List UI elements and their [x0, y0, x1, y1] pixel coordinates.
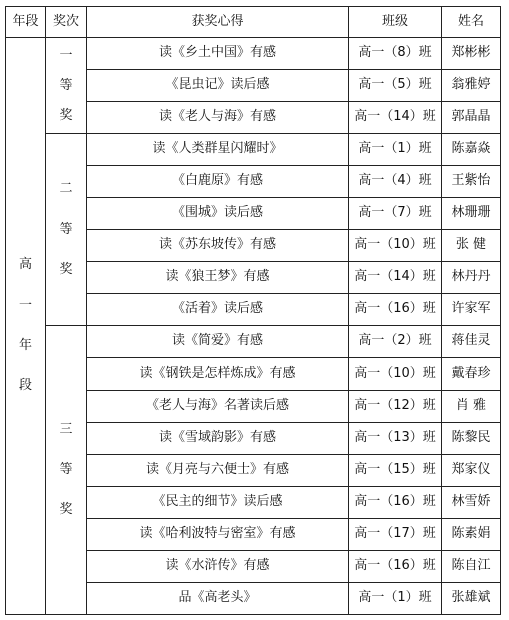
prize-level-label: 一等奖 — [59, 47, 73, 123]
class-cell: 高一（13）班 — [349, 422, 442, 454]
award-title-cell: 品《高老头》 — [87, 582, 349, 614]
name-cell: 肖 雅 — [442, 390, 501, 422]
class-cell: 高一（15）班 — [349, 454, 442, 486]
award-title-cell: 读《人类群星闪耀时》 — [87, 134, 349, 166]
name-cell: 陈嘉焱 — [442, 134, 501, 166]
name-cell: 郑家仪 — [442, 454, 501, 486]
header-name: 姓名 — [442, 7, 501, 38]
award-title-cell: 读《乡土中国》有感 — [87, 38, 349, 70]
award-title-cell: 《民主的细节》读后感 — [87, 486, 349, 518]
name-cell: 林丹丹 — [442, 262, 501, 294]
class-cell: 高一（8）班 — [349, 38, 442, 70]
name-cell: 张雄斌 — [442, 582, 501, 614]
class-cell: 高一（1）班 — [349, 134, 442, 166]
class-cell: 高一（17）班 — [349, 518, 442, 550]
prize-level-label: 二等奖 — [59, 181, 73, 277]
grade-label: 高一年段 — [18, 257, 32, 394]
name-cell: 张 健 — [442, 230, 501, 262]
name-cell: 陈黎民 — [442, 422, 501, 454]
award-title-cell: 《老人与海》名著读后感 — [87, 390, 349, 422]
class-cell: 高一（10）班 — [349, 358, 442, 390]
name-cell: 林雪娇 — [442, 486, 501, 518]
prize-level-cell — [46, 134, 87, 326]
class-cell: 高一（16）班 — [349, 550, 442, 582]
class-cell: 高一（16）班 — [349, 294, 442, 326]
name-cell: 郑彬彬 — [442, 38, 501, 70]
class-cell: 高一（10）班 — [349, 230, 442, 262]
name-cell: 王紫怡 — [442, 166, 501, 198]
class-cell: 高一（4）班 — [349, 166, 442, 198]
name-cell: 陈素娟 — [442, 518, 501, 550]
header-level: 奖次 — [46, 7, 87, 38]
award-title-cell: 读《钢铁是怎样炼成》有感 — [87, 358, 349, 390]
class-cell: 高一（12）班 — [349, 390, 442, 422]
award-title-cell: 读《狼王梦》有感 — [87, 262, 349, 294]
award-table — [5, 6, 501, 615]
name-cell: 林珊珊 — [442, 198, 501, 230]
class-cell: 高一（2）班 — [349, 326, 442, 358]
name-cell: 陈自江 — [442, 550, 501, 582]
name-cell: 戴春珍 — [442, 358, 501, 390]
award-title-cell: 读《简爱》有感 — [87, 326, 349, 358]
prize-level-cell — [46, 326, 87, 615]
name-cell: 郭晶晶 — [442, 102, 501, 134]
header-grade: 年段 — [6, 7, 46, 38]
name-cell: 许家军 — [442, 294, 501, 326]
class-cell: 高一（14）班 — [349, 102, 442, 134]
grade-cell — [6, 38, 46, 615]
award-title-cell: 《白鹿原》有感 — [87, 166, 349, 198]
class-cell: 高一（14）班 — [349, 262, 442, 294]
class-cell: 高一（1）班 — [349, 582, 442, 614]
prize-level-cell — [46, 38, 87, 134]
table-row — [6, 134, 501, 166]
award-title-cell: 读《水浒传》有感 — [87, 550, 349, 582]
award-title-cell: 读《雪域韵影》有感 — [87, 422, 349, 454]
award-title-cell: 《昆虫记》读后感 — [87, 70, 349, 102]
name-cell: 翁雅婷 — [442, 70, 501, 102]
header-row — [6, 7, 501, 38]
class-cell: 高一（5）班 — [349, 70, 442, 102]
award-title-cell: 《围城》读后感 — [87, 198, 349, 230]
class-cell: 高一（16）班 — [349, 486, 442, 518]
prize-level-label: 三等奖 — [59, 421, 73, 518]
award-title-cell: 读《哈利波特与密室》有感 — [87, 518, 349, 550]
award-title-cell: 读《月亮与六便士》有感 — [87, 454, 349, 486]
header-class: 班级 — [349, 7, 442, 38]
class-cell: 高一（7）班 — [349, 198, 442, 230]
award-title-cell: 读《老人与海》有感 — [87, 102, 349, 134]
table-row — [6, 38, 501, 70]
header-title: 获奖心得 — [87, 7, 349, 38]
table-row — [6, 326, 501, 358]
award-title-cell: 读《苏东坡传》有感 — [87, 230, 349, 262]
award-title-cell: 《活着》读后感 — [87, 294, 349, 326]
name-cell: 蒋佳灵 — [442, 326, 501, 358]
